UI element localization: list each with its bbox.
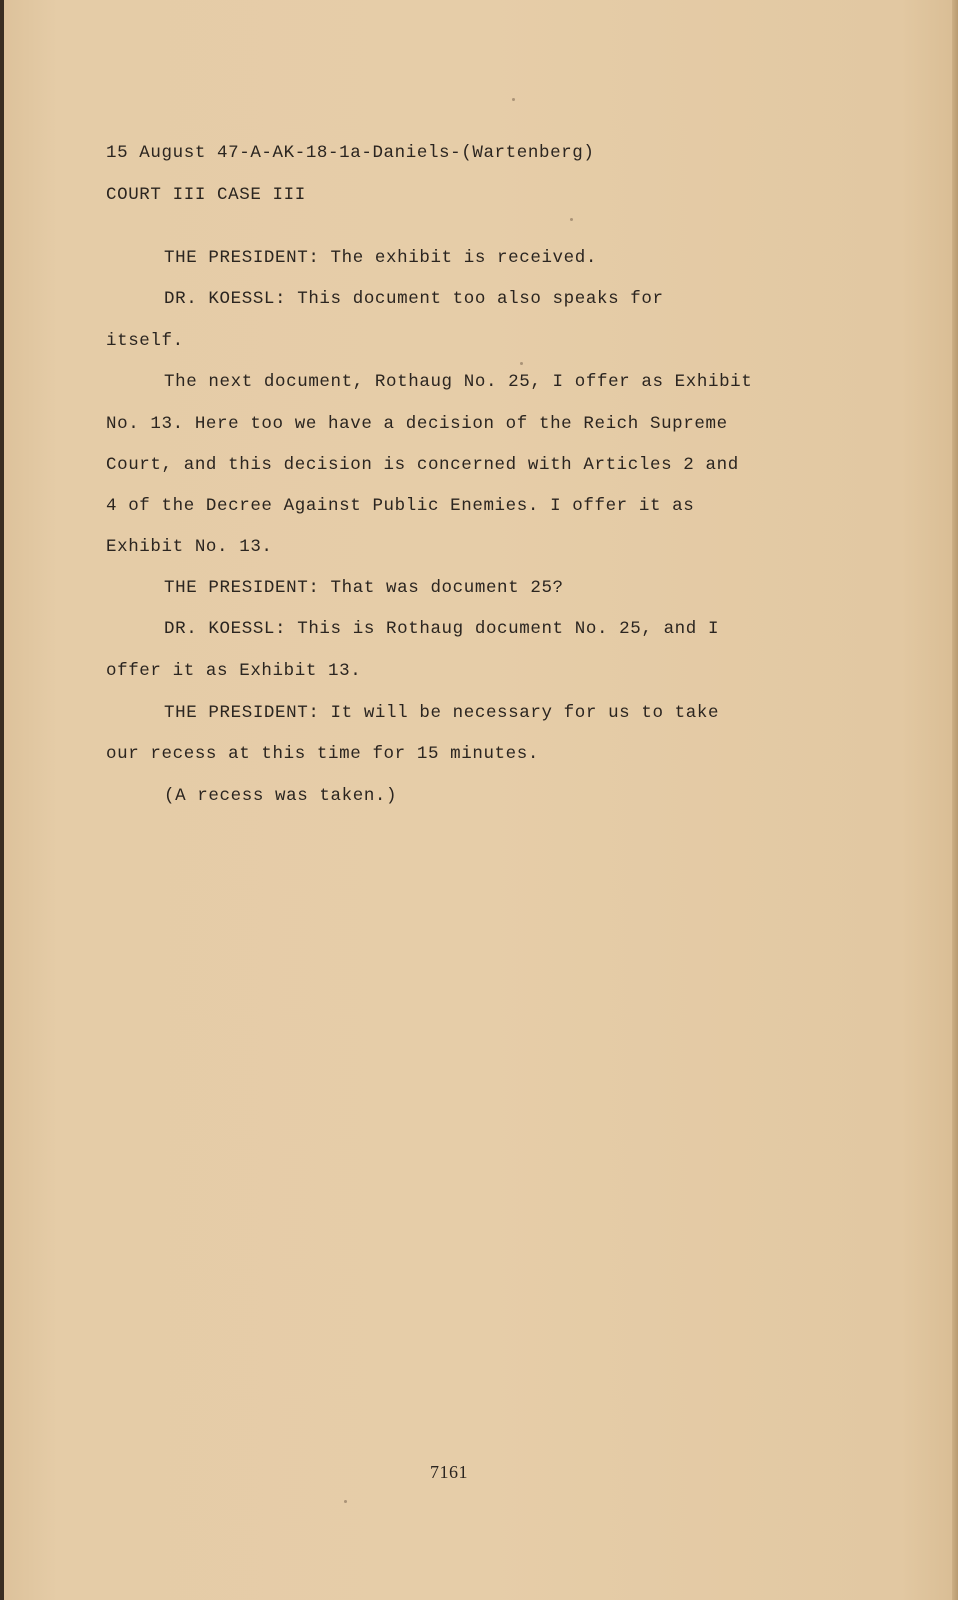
paper-speck bbox=[570, 218, 573, 221]
transcript-line: itself. bbox=[106, 331, 184, 351]
paper-speck bbox=[344, 1500, 347, 1503]
transcript-line: 4 of the Decree Against Public Enemies. I offer it as bbox=[106, 496, 695, 516]
transcript-line: No. 13. Here too we have a decision of the Reich Supreme bbox=[106, 414, 728, 434]
paper-speck bbox=[520, 362, 523, 365]
header-line-1: 15 August 47-A-AK-18-1a-Daniels-(Wartenberg) bbox=[106, 143, 595, 163]
transcript-line: Court, and this decision is concerned with Articles 2 and bbox=[106, 455, 739, 475]
transcript-line: our recess at this time for 15 minutes. bbox=[106, 744, 539, 764]
header-line-2: COURT III CASE III bbox=[106, 185, 306, 205]
page-left-edge bbox=[0, 0, 4, 1600]
page-right-edge bbox=[952, 0, 958, 1600]
transcript-line: Exhibit No. 13. bbox=[106, 537, 273, 557]
page-number: 7161 bbox=[430, 1462, 468, 1482]
transcript-line: (A recess was taken.) bbox=[164, 786, 398, 806]
transcript-line: The next document, Rothaug No. 25, I offer as Exhibit bbox=[164, 372, 753, 392]
transcript-line: THE PRESIDENT: The exhibit is received. bbox=[164, 248, 597, 268]
transcript-line: THE PRESIDENT: That was document 25? bbox=[164, 578, 564, 598]
transcript-line: THE PRESIDENT: It will be necessary for us to take bbox=[164, 703, 720, 723]
transcript-line: offer it as Exhibit 13. bbox=[106, 661, 362, 681]
transcript-line: DR. KOESSL: This document too also speaks for bbox=[164, 289, 664, 309]
transcript-line: DR. KOESSL: This is Rothaug document No. 25, and I bbox=[164, 619, 720, 639]
paper-speck bbox=[512, 98, 515, 101]
